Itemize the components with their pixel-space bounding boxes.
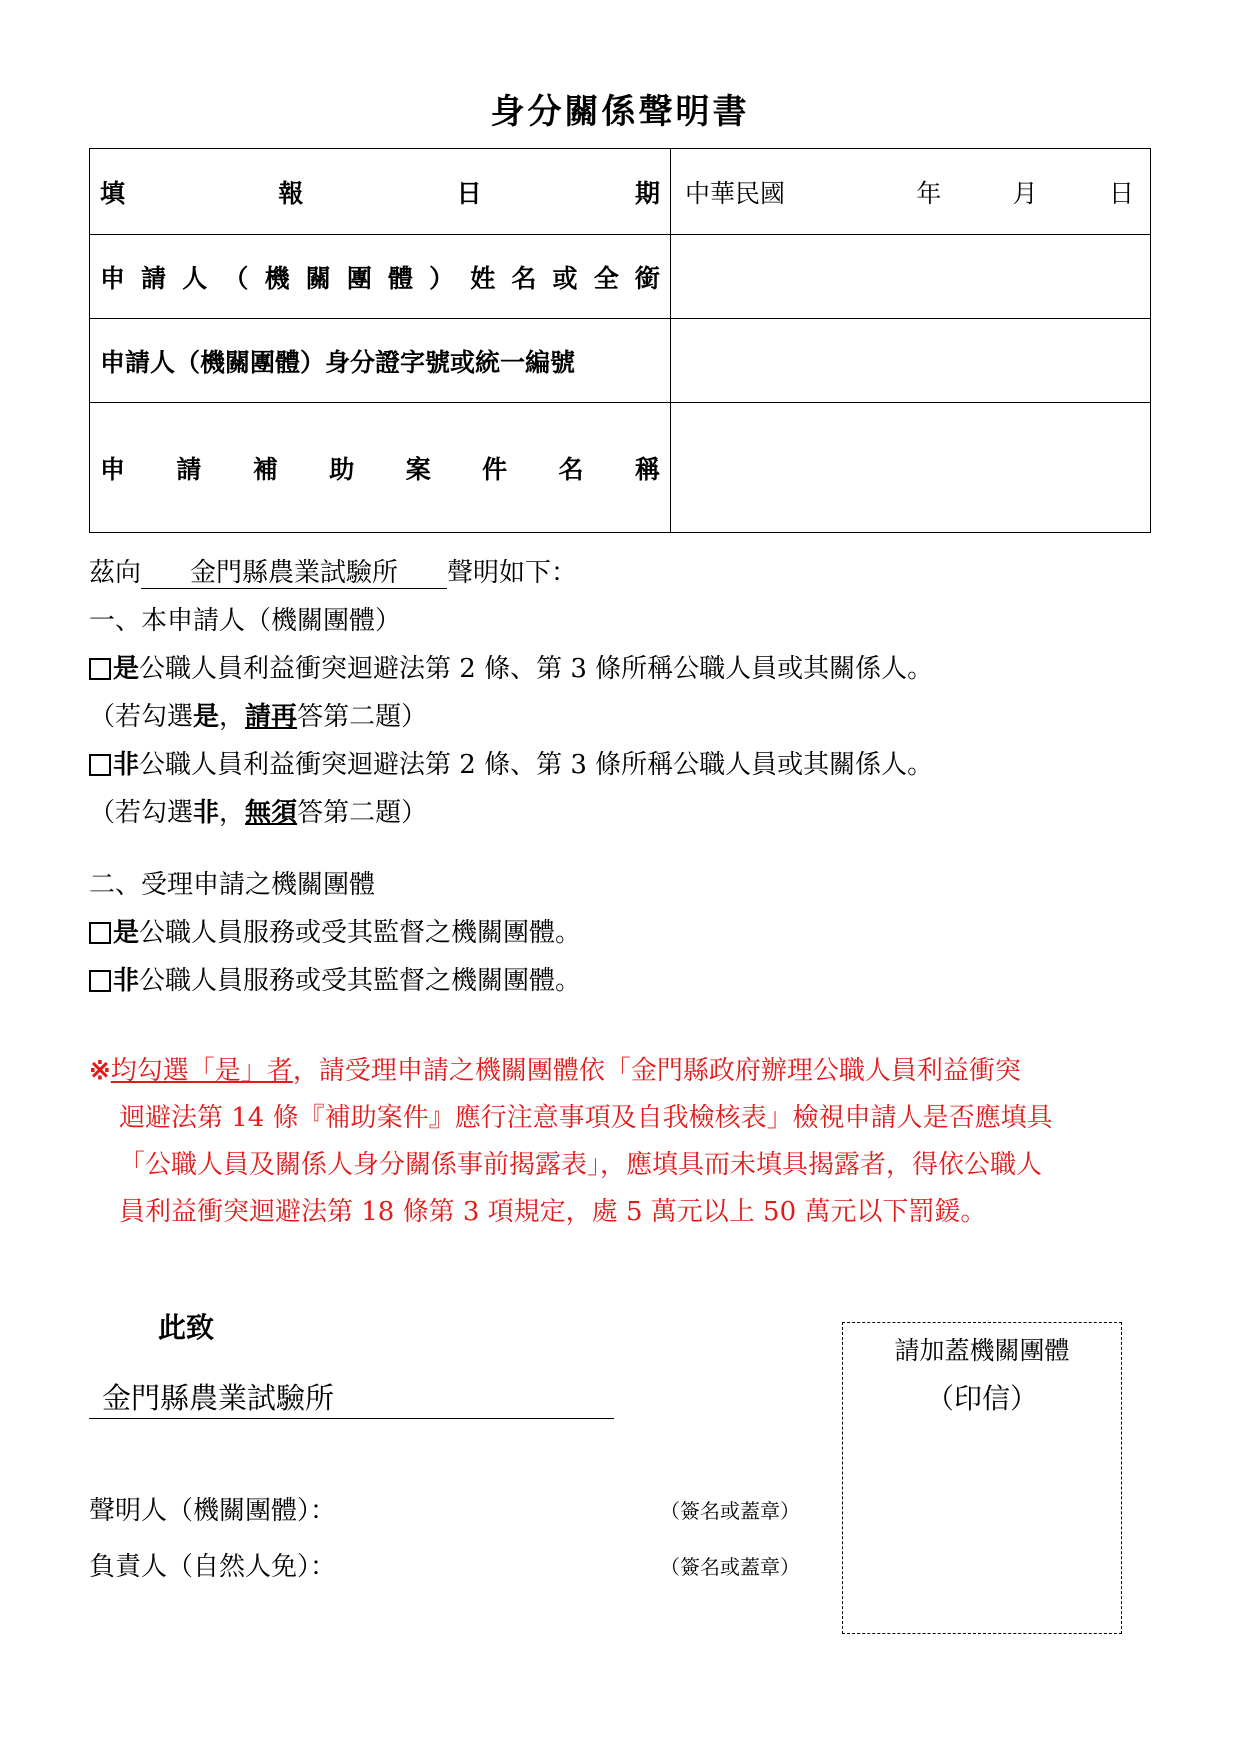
label-char: 或 bbox=[552, 263, 578, 293]
label-applicant-name bbox=[90, 235, 671, 319]
section1-option-yes: 是公職人員利益衝突迴避法第 2 條、第 3 條所稱公職人員或其關係人。 bbox=[89, 648, 933, 685]
notice-line-2: 迴避法第 14 條『補助案件』應行注意事項及自我檢核表」檢視申請人是否應填具 bbox=[119, 1103, 1053, 1133]
label-char: 請 bbox=[176, 454, 202, 484]
date-parts bbox=[681, 174, 1140, 210]
responsible-label: 負責人（自然人免）： bbox=[89, 1552, 337, 1582]
label-char: 日 bbox=[456, 178, 482, 208]
label-char: 人 bbox=[182, 263, 208, 293]
section2-no-checkbox[interactable] bbox=[89, 970, 111, 992]
field-case-name[interactable] bbox=[671, 403, 1151, 533]
section1-option-no: 非公職人員利益衝突迴避法第 2 條、第 3 條所稱公職人員或其關係人。 bbox=[89, 744, 933, 781]
section1-heading: 一、本申請人（機關團體） bbox=[89, 606, 402, 636]
info-table bbox=[89, 148, 1151, 533]
label-char: 助 bbox=[329, 454, 355, 484]
section2-heading: 二、受理申請之機關團體 bbox=[89, 870, 376, 900]
label-applicant-name-text bbox=[100, 259, 660, 295]
agency-name: 金門縣農業試驗所 bbox=[141, 558, 447, 589]
label-char: 期 bbox=[634, 178, 660, 208]
statement-line: 茲向 金門縣農業試驗所 聲明如下： bbox=[89, 558, 578, 588]
label-char: 申 bbox=[100, 454, 126, 484]
notice-line-1: ※均勾選「是」者，請受理申請之機關團體依「金門縣政府辦理公職人員利益衝突 bbox=[89, 1056, 1021, 1086]
date-year: 年 bbox=[916, 178, 942, 208]
label-fill-date-text bbox=[100, 174, 660, 210]
section1-no-checkbox[interactable] bbox=[89, 754, 111, 776]
label-char: 機 bbox=[264, 263, 290, 293]
seal-label: （印信） bbox=[925, 1382, 1038, 1415]
label-char: 報 bbox=[278, 178, 304, 208]
label-char: 體 bbox=[387, 263, 413, 293]
section1-note-yes: （若勾選是，請再答第二題） bbox=[89, 702, 428, 732]
page-title: 身分關係聲明書 bbox=[490, 92, 750, 132]
label-char: 名 bbox=[558, 454, 584, 484]
label-char: 案 bbox=[405, 454, 431, 484]
declarant-label: 聲明人（機關團體）： bbox=[89, 1496, 337, 1526]
label-char: 稱 bbox=[634, 454, 660, 484]
label-char: 銜 bbox=[634, 263, 660, 293]
notice-line-4: 員利益衝突迴避法第 18 條第 3 項規定，處 5 萬元以上 50 萬元以下罰鍰。 bbox=[119, 1197, 987, 1227]
label-char: 團 bbox=[346, 263, 372, 293]
date-day: 日 bbox=[1108, 178, 1134, 208]
label-applicant-id: 申請人（機關團體）身分證字號或統一編號 bbox=[90, 319, 671, 403]
section2-option-yes: 是公職人員服務或受其監督之機關團體。 bbox=[89, 912, 581, 949]
label-char: 姓 bbox=[470, 263, 496, 293]
section1-note-no: （若勾選非，無須答第二題） bbox=[89, 798, 428, 828]
table-row-case-name bbox=[90, 403, 1151, 533]
date-era: 中華民國 bbox=[685, 178, 786, 208]
section2-option-no: 非公職人員服務或受其監督之機關團體。 bbox=[89, 960, 581, 997]
table-row-applicant-name bbox=[90, 235, 1151, 319]
label-char: 關 bbox=[305, 263, 331, 293]
label-case-name-text bbox=[100, 450, 660, 486]
legal-notice bbox=[89, 1048, 1155, 1236]
section2-yes-checkbox[interactable] bbox=[89, 922, 111, 944]
label-char: （ bbox=[223, 263, 249, 293]
label-char: 件 bbox=[482, 454, 508, 484]
seal-instruction: 請加蓋機關團體 bbox=[894, 1336, 1070, 1365]
label-char: 請 bbox=[141, 263, 167, 293]
notice-line-3: 「公職人員及關係人身分關係事前揭露表」，應填具而未填具揭露者，得依公職人 bbox=[119, 1150, 1043, 1180]
label-char: 全 bbox=[593, 263, 619, 293]
label-char: 名 bbox=[511, 263, 537, 293]
seal-box[interactable] bbox=[842, 1322, 1122, 1634]
field-applicant-id[interactable] bbox=[671, 319, 1151, 403]
section1-yes-checkbox[interactable] bbox=[89, 658, 111, 680]
notice-emphasis: 均勾選「是」者 bbox=[110, 1056, 293, 1086]
field-fill-date[interactable] bbox=[671, 149, 1151, 235]
table-row-applicant-id bbox=[90, 319, 1151, 403]
recipient-underline bbox=[89, 1418, 614, 1419]
field-applicant-name[interactable] bbox=[671, 235, 1151, 319]
label-char: 申 bbox=[100, 263, 126, 293]
declarant-sign-hint: （簽名或蓋章） bbox=[660, 1499, 800, 1523]
label-char: 補 bbox=[252, 454, 278, 484]
label-fill-date bbox=[90, 149, 671, 235]
label-char: ） bbox=[429, 263, 455, 293]
label-char: 填 bbox=[100, 178, 126, 208]
label-case-name bbox=[90, 403, 671, 533]
table-row-date bbox=[90, 149, 1151, 235]
recipient-name: 金門縣農業試驗所 bbox=[102, 1381, 335, 1415]
date-month: 月 bbox=[1012, 178, 1038, 208]
salutation: 此致 bbox=[158, 1311, 215, 1344]
responsible-sign-hint: （簽名或蓋章） bbox=[660, 1555, 800, 1579]
